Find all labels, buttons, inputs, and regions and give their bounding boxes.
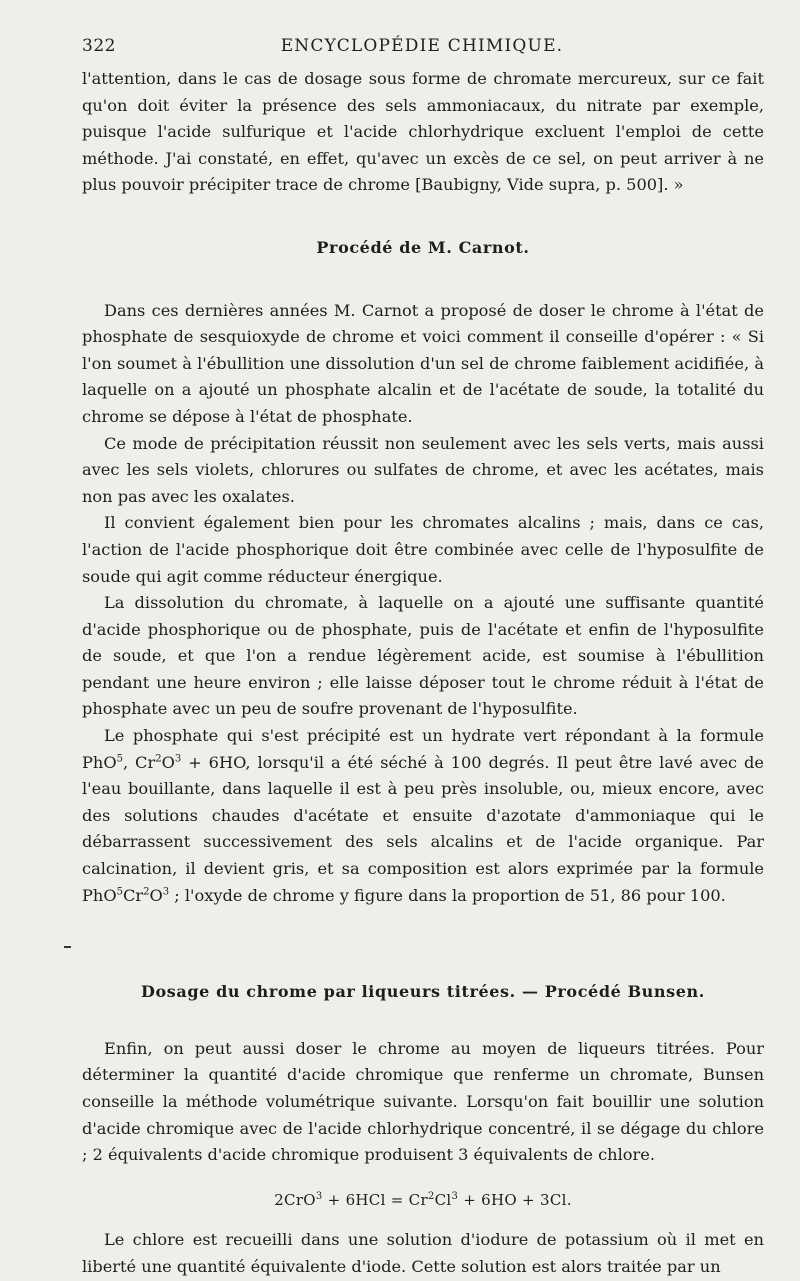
page-number: 322 [82,36,116,56]
section-heading-bunsen: Dosage du chrome par liqueurs titrées. — Procédé Bunsen. [141,982,705,1002]
paragraph-phosphate-formula: Le phosphate qui s'est précipité est un hydrate vert répondant à la formule PhO$^5$, $Cr^2O^3 + 6HO$, lorsqu'il a été séché à 100 degrés. Il peut être lavé avec de l'eau bouillante, dans laquelle il est à peu près insoluble, ou, mieux encore, avec des solutions chaudes d'acétate et ensuite d'azotate d'ammoniaque qui le débarrassent successivement des sels alcalins et de l'acide organique. Par calcination, il devient gris, et sa composition est alors exprimée par la formule $PhO^5Cr^2O^3$ ; l'oxyde de chrome y figure dans la proportion de 51, 86 pour 100. [82,726,764,905]
paragraph: La dissolution du chromate, à laquelle on a ajouté une suffisante quantité d'acide phosphorique ou de phosphate, puis de l'acétate et enfin de l'hyposulfite de soude, et que l'on a rendue légèrement acide, est soumise à l'ébullition pendant une heure environ ; elle laisse déposer tout le chrome réduit à l'état de phosphate avec un peu de soufre provenant de l'hyposulfite. [82,593,764,719]
body-text [82,66,764,1281]
chemical-equation: $2CrO^3 + 6HCl = Cr^2Cl^3 + 6HO + 3Cl$. [274,1190,572,1209]
section-heading-carnot: Procédé de M. Carnot. [316,237,530,257]
section-gap [82,909,764,979]
margin-mark [64,946,71,948]
paragraph: l'attention, dans le cas de dosage sous forme de chromate mercureux, sur ce fait qu'on doit éviter la présence des sels ammoniacaux, du nitrate par exemple, puisque l'acide sulfurique et l'acide chlorhydrique excluent l'emploi de cette méthode. J'ai constaté, en effet, qu'avec un excès de ce sel, on peut arriver à ne plus pouvoir précipiter trace de chrome [Baubigny, Vide supra, p. 500]. » [82,69,764,195]
paragraph: Le chlore est recueilli dans une solution d'iodure de potassium où il met en liberté une quantité équivalente d'iode. Cette solution est alors traitée par un [82,1230,764,1276]
paragraph: Dans ces dernières années M. Carnot a proposé de doser le chrome à l'état de phosphate de sesquioxyde de chrome et voici comment il conseille d'opérer : « Si l'on soumet à l'ébullition une dissolution d'un sel de chrome faiblement acidifiée, à laquelle on a ajouté un phosphate alcalin et de l'acétate de soude, la totalité du chrome se dépose à l'état de phosphate. [82,300,764,426]
paragraph: Enfin, on peut aussi doser le chrome au moyen de liqueurs titrées. Pour déterminer la quantité d'acide chromique que renferme un chromate, Bunsen conseille la méthode volumétrique suivante. Lorsqu'on fait bouillir une solution d'acide chromique avec de l'acide chlorhydrique concentré, il se dégage du chlore ; 2 équivalents d'acide chromique produisent 3 équivalents de chlore. [82,1038,764,1165]
running-title: ENCYCLOPÉDIE CHIMIQUE. [280,36,564,56]
paragraph: Ce mode de précipitation réussit non seulement avec les sels verts, mais aussi avec les sels violets, chlorures ou sulfates de chrome, et avec les acétates, mais non pas avec les oxalates. [82,433,764,506]
page-header [82,36,762,62]
paragraph: Il convient également bien pour les chromates alcalins ; mais, dans ce cas, l'action de l'acide phosphorique doit être combinée avec celle de l'hyposulfite de soude qui agit comme réducteur énergique. [82,513,764,586]
